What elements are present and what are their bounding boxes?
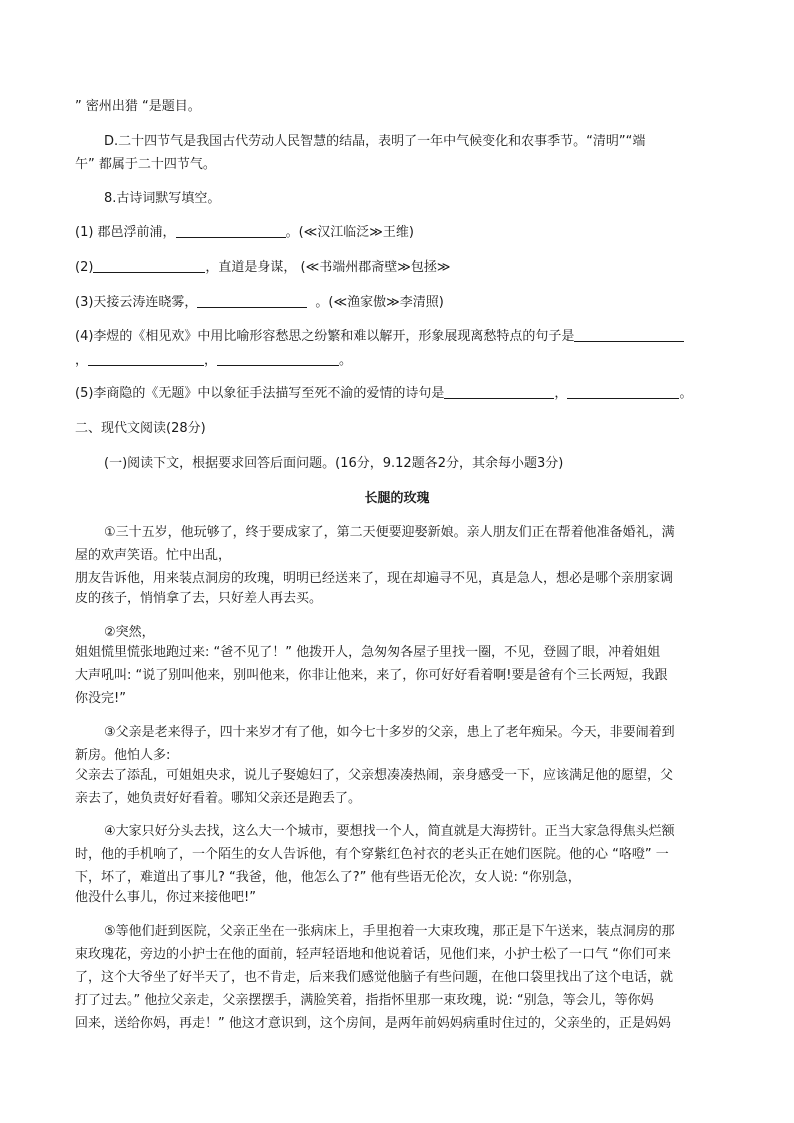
question-8-heading: 8.古诗词默写填空。 — [104, 191, 221, 206]
article-title: 长腿的玫瑰 — [364, 491, 430, 506]
answer-blank — [444, 384, 554, 399]
paragraph-4: 时，他的手机响了，一个陌生的女人告诉他，有个穿紫红色衬衣的老头正在她们医院。他的心 “咯噔” 一 — [75, 847, 669, 862]
paragraph-1: 朋友告诉他，用来装点洞房的玫瑰，明明已经送来了，现在却遍寻不见，真是急人，想必是哪个亲朋家调 — [75, 571, 674, 586]
answer-blank — [93, 258, 205, 273]
paragraph-2: 你没完!” — [75, 691, 126, 706]
text-line: ” 密州出猎 “是题目。 — [75, 99, 201, 114]
reading-instructions: (一)阅读下文，根据要求回答后面问题。(16分，9.12题各2分，其余每小题3分) — [104, 456, 564, 471]
paragraph-5: 束玫瑰花，旁边的小护士在他的面前，轻声轻语地和他说着话，见他们来，小护士松了一口气 “你们可来 — [75, 947, 671, 962]
paragraph-5: 了，这个大爷坐了好半天了，也不肯走，后来我们感觉他脑子有些问题，在他口袋里找出了这个电话，就 — [75, 970, 674, 985]
answer-blank — [574, 327, 684, 342]
paragraph-5: 回来，送给你妈，再走！” 他这才意识到，这个房间，是两年前妈妈病重时住过的，父亲坐的，正是妈妈 — [75, 1016, 671, 1031]
paragraph-3: 父亲去了添乱，可姐姐央求，说儿子娶媳妇了，父亲想凑凑热闹，亲身感受一下，应该满足他的愿望，父 — [75, 768, 674, 783]
fill-blank-3: (3)天接云涛连晓雾， 。(≪渔家傲≫李清照) — [75, 295, 444, 310]
paragraph-2: 大声吼叫: “说了别叫他来，别叫他来，你非让他来，来了，你可好好看着啊!要是爸有个三长两短，我跟 — [75, 668, 668, 683]
fill-blank-4-cont: ， ， 。 — [75, 353, 353, 368]
paragraph-1: 皮的孩子，悄悄拿了去，只好差人再去买。 — [75, 591, 323, 606]
answer-blank — [567, 384, 679, 399]
paragraph-4: ④大家只好分头去找，这么大一个城市，要想找一个人，简直就是大海捞针。正当大家急得焦头烂额 — [104, 824, 675, 839]
fill-blank-5: (5)李商隐的《无题》中以象征手法描写至死不渝的爱情的诗句是 ， 。 — [75, 386, 693, 401]
answer-blank — [176, 223, 286, 238]
fill-blank-1: (1) 郡邑浮前浦， 。(≪汉江临泛≫王维) — [75, 225, 414, 240]
paragraph-4: 下，坏了，难道出了事儿? “我爸，他，他怎么了?” 他有些语无伦次，女人说: “你别急， — [75, 870, 581, 885]
section-heading: 二、现代文阅读(28分) — [75, 421, 206, 436]
paragraph-3: 亲去了，她负责好好看着。哪知父亲还是跑丢了。 — [75, 791, 362, 806]
answer-blank — [88, 351, 204, 366]
option-d-line: D.二十四节气是我国古代劳动人民智慧的结晶，表明了一年中气候变化和农事季节。“清明”“端 — [104, 134, 646, 149]
paragraph-5: 打了过去。” 他拉父亲走，父亲摆摆手，满脸笑着，指指怀里那一束玫瑰，说: “别急，等会儿，等你妈 — [75, 993, 654, 1008]
paragraph-2: 姐姐慌里慌张地跑过来: “爸不见了！” 他拨开人，急匆匆各屋子里找一圈，不见，登圆了眼，冲着姐姐 — [75, 645, 661, 660]
paragraph-1: 屋的欢声笑语。忙中出乱， — [75, 548, 232, 563]
fill-blank-4: (4)李煜的《相见欢》中用比喻形容愁思之纷繁和难以解开，形象展现离愁特点的句子是 — [75, 327, 684, 347]
paragraph-3: 新房。他怕人多: — [75, 748, 171, 763]
paragraph-4: 他没什么事儿，你过来接他吧!” — [75, 890, 256, 905]
answer-blank — [217, 351, 339, 366]
fill-blank-2: (2) ，直道是身谋， (≪书端州郡斋壁≫包拯≫ — [75, 260, 451, 275]
paragraph-3: ③父亲是老来得子，四十来岁才有了他，如今七十多岁的父亲，患上了老年痴呆。今天，非要闹着到 — [104, 725, 675, 740]
paragraph-1: ①三十五岁，他玩够了，终于要成家了，第二天便要迎娶新娘。亲人朋友们正在帮着他准备婚礼，满 — [104, 525, 675, 540]
answer-blank — [197, 293, 307, 308]
paragraph-2: ②突然， — [104, 625, 155, 640]
paragraph-5: ⑤等他们赶到医院，父亲正坐在一张病床上，手里抱着一大束玫瑰，那正是下午送来，装点洞房的那 — [104, 924, 675, 939]
text-line: 午” 都属于二十四节气。 — [75, 157, 216, 172]
